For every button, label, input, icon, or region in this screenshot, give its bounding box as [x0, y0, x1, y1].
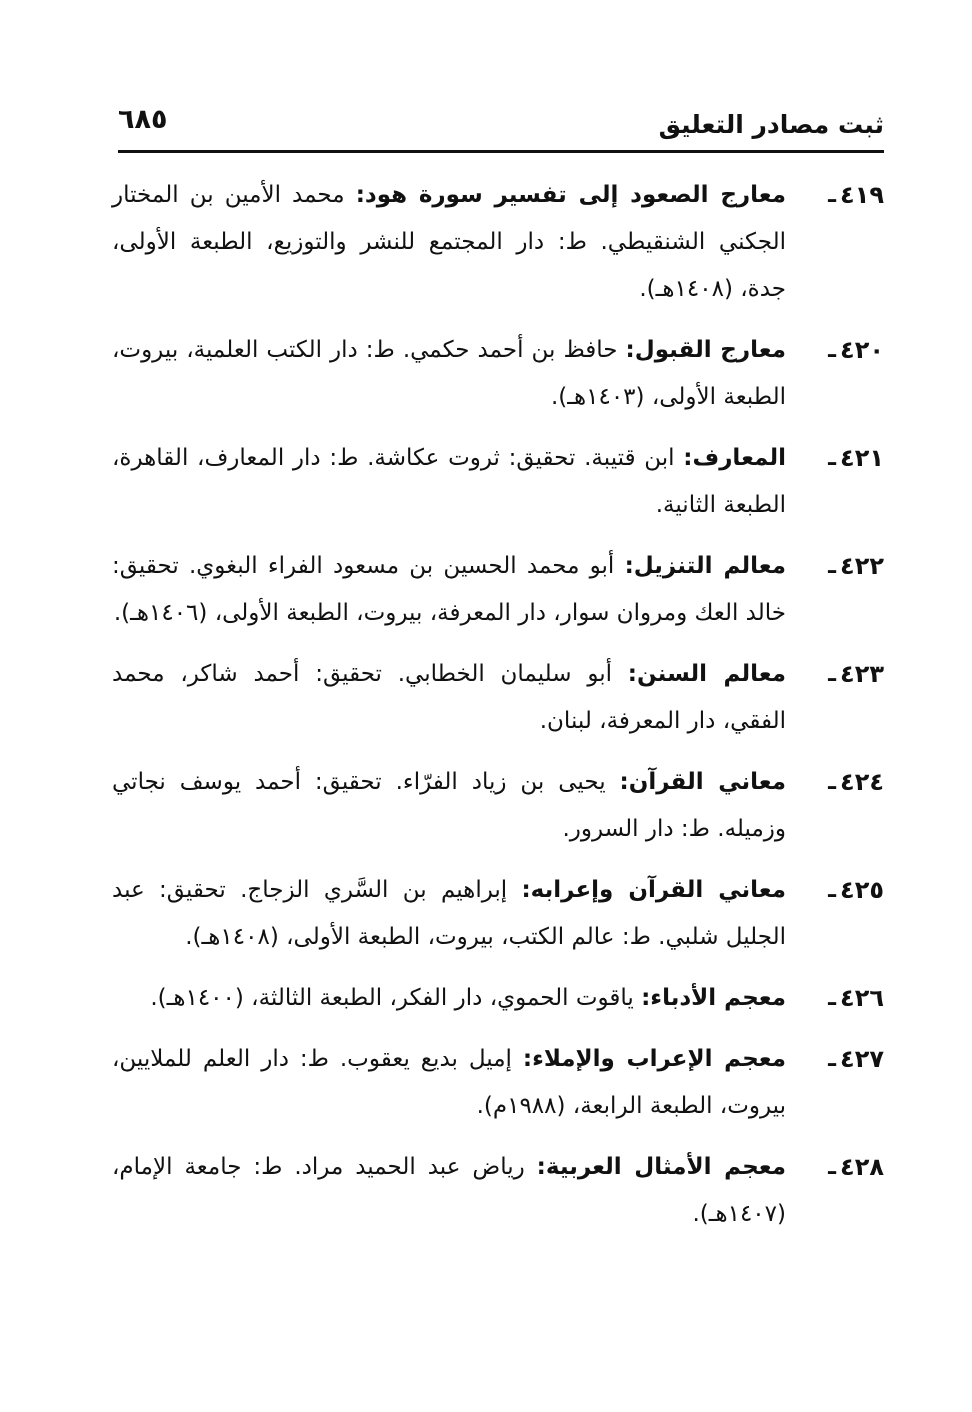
entry-title: معجم الإعراب والإملاء: [522, 1046, 787, 1072]
bibliography-entry [112, 435, 884, 529]
entry-text: إبراهيم بن السَّري الزجاج. تحقيق: عبد الجليل شلبي. ط: عالم الكتب، بيروت، الطبعة الأولى، (١٤٠٨هـ). [112, 877, 786, 950]
entry-title: معارج القبول: [625, 337, 786, 363]
entry-dash: ـ [828, 553, 836, 579]
bibliography-entry [112, 651, 884, 745]
entry-text: أبو سليمان الخطابي. تحقيق: أحمد شاكر، محمد الفقي، دار المعرفة، لبنان. [112, 661, 786, 734]
entry-text: أبو محمد الحسين بن مسعود الفراء البغوي. تحقيق: خالد العك ومروان سوار، دار المعرفة، بيروت، الطبعة الأولى، (١٤٠٦هـ). [112, 553, 786, 626]
entry-number: ٤٢٣ [840, 660, 884, 688]
entry-number: ٤١٩ [840, 181, 884, 209]
entry-title: معالم التنزيل: [624, 553, 786, 579]
bibliography-entry [112, 172, 884, 313]
entry-title: معالم السنن: [627, 661, 786, 687]
bibliography-entry [112, 1036, 884, 1130]
entry-number: ٤٢٠ [840, 336, 884, 364]
entry-text: رياض عبد الحميد مراد. ط: جامعة الإمام، (١٤٠٧هـ). [112, 1154, 786, 1227]
entry-dash: ـ [828, 337, 836, 363]
running-title: ثبت مصادر التعليق [658, 110, 884, 139]
entry-title: معارج الصعود إلى تفسير سورة هود: [355, 182, 786, 208]
entry-number: ٤٢١ [840, 444, 884, 472]
entry-dash: ـ [828, 769, 836, 795]
entry-text: حافظ بن أحمد حكمي. ط: دار الكتب العلمية، بيروت، الطبعة الأولى، (١٤٠٣هـ). [112, 337, 786, 410]
entry-text: ياقوت الحموي، دار الفكر، الطبعة الثالثة، (١٤٠٠هـ). [150, 985, 642, 1011]
entry-number: ٤٢٢ [840, 552, 884, 580]
entry-number: ٤٢٥ [840, 876, 884, 904]
bibliography-entry [112, 975, 884, 1022]
bibliography-entry [112, 759, 884, 853]
entry-dash: ـ [828, 1046, 836, 1072]
entry-dash: ـ [828, 445, 836, 471]
entry-number: ٤٢٦ [840, 984, 884, 1012]
entry-text: إميل بديع يعقوب. ط: دار العلم للملايين، بيروت، الطبعة الرابعة، (١٩٨٨م). [112, 1046, 786, 1119]
entry-text: يحيى بن زياد الفرّاء. تحقيق: أحمد يوسف نجاتي وزميله. ط: دار السرور. [112, 769, 786, 842]
entry-dash: ـ [828, 661, 836, 687]
bibliography-entry [112, 543, 884, 637]
header-rule [118, 150, 884, 153]
bibliography-list [112, 172, 884, 1252]
entry-title: معجم الأدباء: [641, 985, 786, 1011]
page-number: ٦٨٥ [118, 104, 168, 135]
entry-title: معاني القرآن وإعرابه: [521, 877, 786, 903]
entry-number: ٤٢٨ [840, 1153, 884, 1181]
entry-text: محمد الأمين بن المختار الجكني الشنقيطي. ط: دار المجتمع للنشر والتوزيع، الطبعة الأولى، جدة، (١٤٠٨هـ). [112, 182, 786, 302]
bibliography-entry [112, 1144, 884, 1238]
bibliography-entry [112, 327, 884, 421]
entry-dash: ـ [828, 985, 836, 1011]
entry-number: ٤٢٧ [840, 1045, 884, 1073]
entry-title: المعارف: [683, 445, 786, 471]
entry-title: معاني القرآن: [619, 769, 786, 795]
entry-dash: ـ [828, 877, 836, 903]
page-header [118, 96, 884, 146]
entry-title: معجم الأمثال العربية: [536, 1154, 786, 1180]
entry-text: ابن قتيبة. تحقيق: ثروت عكاشة. ط: دار المعارف، القاهرة، الطبعة الثانية. [112, 445, 786, 518]
entry-dash: ـ [828, 182, 836, 208]
entry-dash: ـ [828, 1154, 836, 1180]
entry-number: ٤٢٤ [840, 768, 884, 796]
bibliography-entry [112, 867, 884, 961]
